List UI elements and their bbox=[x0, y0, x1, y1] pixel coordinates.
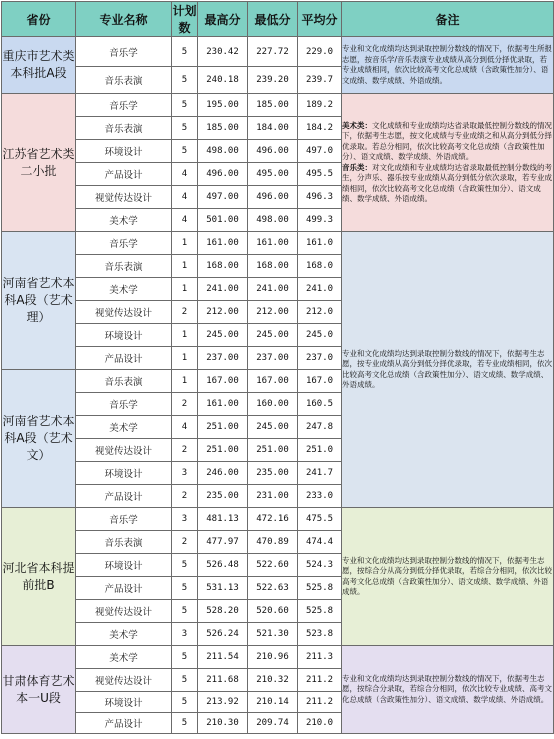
avg-score-cell: 210.0 bbox=[298, 713, 342, 734]
note-label: 音乐类： bbox=[342, 162, 372, 172]
note-text: 对文化成绩和专业成绩均达省录取最低控制分数线的考生，分声乐、器乐按专业成绩从高分到低分依次录取，若专业成绩相同，依次比较高考文化总成绩（含政策性加分）、语文成绩、数学成绩、外语成绩。 bbox=[342, 162, 552, 203]
major-cell: 音乐学 bbox=[76, 37, 172, 67]
avg-score-cell: 475.5 bbox=[298, 508, 342, 531]
min-score-cell: 522.63 bbox=[248, 577, 298, 600]
min-score-cell: 522.60 bbox=[248, 554, 298, 577]
avg-score-cell: 496.3 bbox=[298, 186, 342, 209]
plan-cell: 5 bbox=[172, 669, 198, 692]
note-cell bbox=[342, 37, 554, 94]
major-cell: 音乐表演 bbox=[76, 117, 172, 140]
note-cell bbox=[342, 646, 554, 734]
plan-cell: 1 bbox=[172, 232, 198, 255]
major-cell: 音乐学 bbox=[76, 508, 172, 531]
major-cell: 美术学 bbox=[76, 278, 172, 301]
major-cell: 音乐表演 bbox=[76, 531, 172, 554]
province-cell: 河南省艺术本科A段（艺术文） bbox=[2, 370, 76, 508]
plan-cell: 5 bbox=[172, 692, 198, 713]
avg-score-cell: 160.5 bbox=[298, 393, 342, 416]
avg-score-cell: 523.8 bbox=[298, 623, 342, 646]
min-score-cell: 185.00 bbox=[248, 94, 298, 117]
plan-cell: 1 bbox=[172, 278, 198, 301]
plan-cell: 3 bbox=[172, 462, 198, 485]
min-score-cell: 210.14 bbox=[248, 692, 298, 713]
major-cell: 视觉传达设计 bbox=[76, 669, 172, 692]
note-paragraph bbox=[342, 349, 553, 391]
min-score-cell: 239.20 bbox=[248, 67, 298, 94]
note-text: 文化成绩和专业成绩均达省录取最低控制分数线的情况下，依据考生志愿，按文化成绩与专业成绩之和从高分到低分择优录取。若总分相同，依次比较高考文化总成绩（含政策性加分）、语文成绩、数学成绩、外语成绩。 bbox=[342, 120, 552, 161]
avg-score-cell: 495.5 bbox=[298, 163, 342, 186]
max-score-cell: 230.42 bbox=[198, 37, 248, 67]
max-score-cell: 497.00 bbox=[198, 186, 248, 209]
avg-score-cell: 229.0 bbox=[298, 37, 342, 67]
note-text: 专业和文化成绩均达到录取控制分数线的情况下，依据考生志愿，按综合分从高分到低分择优录取，若综合分相同，依次比较高考文化总成绩（含政策性加分）、语文成绩、数学成绩、外语成绩。 bbox=[342, 555, 552, 596]
max-score-cell: 210.30 bbox=[198, 713, 248, 734]
plan-cell: 5 bbox=[172, 37, 198, 67]
header-min: 最低分 bbox=[248, 2, 298, 37]
table-row bbox=[2, 37, 554, 67]
avg-score-cell: 211.3 bbox=[298, 646, 342, 669]
note-text: 专业和文化成绩均达到录取控制分数线的情况下，依据考生所报志愿，按音乐学/音乐表演专业成绩从高分到低分择优录取，若专业成绩相同，依次比较高考文化总成绩（含政策性加分）、语文成绩、数学成绩、外语成绩。 bbox=[342, 44, 552, 85]
plan-cell: 4 bbox=[172, 416, 198, 439]
min-score-cell: 496.00 bbox=[248, 140, 298, 163]
avg-score-cell: 233.0 bbox=[298, 485, 342, 508]
major-cell: 环境设计 bbox=[76, 140, 172, 163]
avg-score-cell: 251.0 bbox=[298, 439, 342, 462]
plan-cell: 3 bbox=[172, 623, 198, 646]
max-score-cell: 251.00 bbox=[198, 439, 248, 462]
header-avg: 平均分 bbox=[298, 2, 342, 37]
max-score-cell: 167.00 bbox=[198, 370, 248, 393]
avg-score-cell: 241.7 bbox=[298, 462, 342, 485]
table-row bbox=[2, 508, 554, 531]
plan-cell: 5 bbox=[172, 646, 198, 669]
min-score-cell: 231.00 bbox=[248, 485, 298, 508]
header-major: 专业名称 bbox=[76, 2, 172, 37]
major-cell: 环境设计 bbox=[76, 324, 172, 347]
min-score-cell: 245.00 bbox=[248, 416, 298, 439]
note-paragraph bbox=[342, 121, 553, 163]
avg-score-cell: 239.7 bbox=[298, 67, 342, 94]
major-cell: 音乐学 bbox=[76, 393, 172, 416]
header-row bbox=[2, 2, 554, 37]
avg-score-cell: 189.2 bbox=[298, 94, 342, 117]
plan-cell: 4 bbox=[172, 186, 198, 209]
note-label: 美术类： bbox=[342, 120, 372, 130]
min-score-cell: 245.00 bbox=[248, 324, 298, 347]
max-score-cell: 496.00 bbox=[198, 163, 248, 186]
min-score-cell: 495.00 bbox=[248, 163, 298, 186]
plan-cell: 5 bbox=[172, 94, 198, 117]
max-score-cell: 161.00 bbox=[198, 393, 248, 416]
min-score-cell: 209.74 bbox=[248, 713, 298, 734]
major-cell: 音乐表演 bbox=[76, 255, 172, 278]
major-cell: 音乐表演 bbox=[76, 67, 172, 94]
major-cell: 环境设计 bbox=[76, 462, 172, 485]
note-paragraph bbox=[342, 556, 553, 598]
major-cell: 音乐学 bbox=[76, 232, 172, 255]
major-cell: 产品设计 bbox=[76, 163, 172, 186]
avg-score-cell: 241.0 bbox=[298, 278, 342, 301]
province-cell: 甘肃体育艺术本一U段 bbox=[2, 646, 76, 734]
max-score-cell: 241.00 bbox=[198, 278, 248, 301]
max-score-cell: 498.00 bbox=[198, 140, 248, 163]
avg-score-cell: 524.3 bbox=[298, 554, 342, 577]
major-cell: 音乐学 bbox=[76, 94, 172, 117]
avg-score-cell: 211.2 bbox=[298, 669, 342, 692]
avg-score-cell: 168.0 bbox=[298, 255, 342, 278]
min-score-cell: 472.16 bbox=[248, 508, 298, 531]
province-cell: 江苏省艺术类二小批 bbox=[2, 94, 76, 232]
plan-cell: 2 bbox=[172, 393, 198, 416]
avg-score-cell: 237.0 bbox=[298, 347, 342, 370]
major-cell: 产品设计 bbox=[76, 713, 172, 734]
note-text: 专业和文化成绩均达到录取控制分数线的情况下，依据考生志愿，按专业成绩从高分到低分择优录取，若专业成绩相同，依次比较高考文化总成绩（含政策性加分）、语文成绩、数学成绩、外语成绩。 bbox=[342, 348, 552, 389]
note-paragraph bbox=[342, 163, 553, 205]
min-score-cell: 496.00 bbox=[248, 186, 298, 209]
plan-cell: 5 bbox=[172, 713, 198, 734]
header-plan: 计划数 bbox=[172, 2, 198, 37]
min-score-cell: 251.00 bbox=[248, 439, 298, 462]
note-cell bbox=[342, 508, 554, 646]
max-score-cell: 161.00 bbox=[198, 232, 248, 255]
province-cell: 河北省本科提前批B bbox=[2, 508, 76, 646]
min-score-cell: 241.00 bbox=[248, 278, 298, 301]
header-province: 省份 bbox=[2, 2, 76, 37]
max-score-cell: 251.00 bbox=[198, 416, 248, 439]
plan-cell: 1 bbox=[172, 370, 198, 393]
major-cell: 美术学 bbox=[76, 209, 172, 232]
max-score-cell: 212.00 bbox=[198, 301, 248, 324]
max-score-cell: 185.00 bbox=[198, 117, 248, 140]
max-score-cell: 235.00 bbox=[198, 485, 248, 508]
max-score-cell: 246.00 bbox=[198, 462, 248, 485]
min-score-cell: 160.00 bbox=[248, 393, 298, 416]
major-cell: 产品设计 bbox=[76, 347, 172, 370]
min-score-cell: 210.32 bbox=[248, 669, 298, 692]
min-score-cell: 521.30 bbox=[248, 623, 298, 646]
header-note: 备注 bbox=[342, 2, 554, 37]
max-score-cell: 211.68 bbox=[198, 669, 248, 692]
major-cell: 环境设计 bbox=[76, 554, 172, 577]
min-score-cell: 184.00 bbox=[248, 117, 298, 140]
plan-cell: 5 bbox=[172, 600, 198, 623]
min-score-cell: 227.72 bbox=[248, 37, 298, 67]
avg-score-cell: 161.0 bbox=[298, 232, 342, 255]
min-score-cell: 520.60 bbox=[248, 600, 298, 623]
max-score-cell: 195.00 bbox=[198, 94, 248, 117]
major-cell: 美术学 bbox=[76, 416, 172, 439]
max-score-cell: 526.24 bbox=[198, 623, 248, 646]
plan-cell: 1 bbox=[172, 324, 198, 347]
major-cell: 视觉传达设计 bbox=[76, 600, 172, 623]
table-row bbox=[2, 232, 554, 255]
max-score-cell: 245.00 bbox=[198, 324, 248, 347]
table-body bbox=[2, 37, 554, 734]
max-score-cell: 211.54 bbox=[198, 646, 248, 669]
plan-cell: 1 bbox=[172, 347, 198, 370]
avg-score-cell: 247.8 bbox=[298, 416, 342, 439]
min-score-cell: 235.00 bbox=[248, 462, 298, 485]
avg-score-cell: 525.8 bbox=[298, 600, 342, 623]
major-cell: 美术学 bbox=[76, 646, 172, 669]
avg-score-cell: 212.0 bbox=[298, 301, 342, 324]
min-score-cell: 167.00 bbox=[248, 370, 298, 393]
max-score-cell: 531.13 bbox=[198, 577, 248, 600]
major-cell: 视觉传达设计 bbox=[76, 186, 172, 209]
major-cell: 视觉传达设计 bbox=[76, 439, 172, 462]
note-text: 专业和文化成绩均达到录取控制分数线的情况下，依据考生志愿，按综合分录取，若综合分相同，依次比较专业成绩、高考文化总成绩（含政策性加分）、语文成绩、数学成绩、外语成绩。 bbox=[342, 673, 552, 704]
avg-score-cell: 245.0 bbox=[298, 324, 342, 347]
province-cell: 重庆市艺术类本科批A段 bbox=[2, 37, 76, 94]
table-row bbox=[2, 94, 554, 117]
plan-cell: 2 bbox=[172, 301, 198, 324]
max-score-cell: 213.92 bbox=[198, 692, 248, 713]
min-score-cell: 498.00 bbox=[248, 209, 298, 232]
max-score-cell: 481.13 bbox=[198, 508, 248, 531]
max-score-cell: 501.00 bbox=[198, 209, 248, 232]
table-row bbox=[2, 646, 554, 669]
avg-score-cell: 211.2 bbox=[298, 692, 342, 713]
plan-cell: 4 bbox=[172, 209, 198, 232]
plan-cell: 2 bbox=[172, 531, 198, 554]
header-max: 最高分 bbox=[198, 2, 248, 37]
avg-score-cell: 525.8 bbox=[298, 577, 342, 600]
major-cell: 美术学 bbox=[76, 623, 172, 646]
note-cell-henan bbox=[342, 232, 554, 508]
avg-score-cell: 499.3 bbox=[298, 209, 342, 232]
max-score-cell: 528.20 bbox=[198, 600, 248, 623]
avg-score-cell: 184.2 bbox=[298, 117, 342, 140]
min-score-cell: 161.00 bbox=[248, 232, 298, 255]
plan-cell: 5 bbox=[172, 117, 198, 140]
major-cell: 产品设计 bbox=[76, 577, 172, 600]
max-score-cell: 526.48 bbox=[198, 554, 248, 577]
max-score-cell: 477.97 bbox=[198, 531, 248, 554]
avg-score-cell: 497.0 bbox=[298, 140, 342, 163]
plan-cell: 2 bbox=[172, 485, 198, 508]
note-paragraph bbox=[342, 674, 553, 706]
plan-cell: 3 bbox=[172, 508, 198, 531]
min-score-cell: 470.89 bbox=[248, 531, 298, 554]
avg-score-cell: 474.4 bbox=[298, 531, 342, 554]
plan-cell: 5 bbox=[172, 67, 198, 94]
max-score-cell: 240.18 bbox=[198, 67, 248, 94]
plan-cell: 5 bbox=[172, 554, 198, 577]
min-score-cell: 168.00 bbox=[248, 255, 298, 278]
major-cell: 视觉传达设计 bbox=[76, 301, 172, 324]
plan-cell: 1 bbox=[172, 255, 198, 278]
plan-cell: 5 bbox=[172, 140, 198, 163]
major-cell: 环境设计 bbox=[76, 692, 172, 713]
major-cell: 产品设计 bbox=[76, 485, 172, 508]
avg-score-cell: 167.0 bbox=[298, 370, 342, 393]
major-cell: 音乐表演 bbox=[76, 370, 172, 393]
min-score-cell: 210.96 bbox=[248, 646, 298, 669]
province-cell: 河南省艺术本科A段（艺术理） bbox=[2, 232, 76, 370]
max-score-cell: 168.00 bbox=[198, 255, 248, 278]
max-score-cell: 237.00 bbox=[198, 347, 248, 370]
note-paragraph bbox=[342, 44, 553, 86]
plan-cell: 4 bbox=[172, 163, 198, 186]
plan-cell: 2 bbox=[172, 439, 198, 462]
plan-cell: 5 bbox=[172, 577, 198, 600]
note-cell bbox=[342, 94, 554, 232]
admission-scores-table bbox=[1, 1, 554, 734]
min-score-cell: 212.00 bbox=[248, 301, 298, 324]
min-score-cell: 237.00 bbox=[248, 347, 298, 370]
